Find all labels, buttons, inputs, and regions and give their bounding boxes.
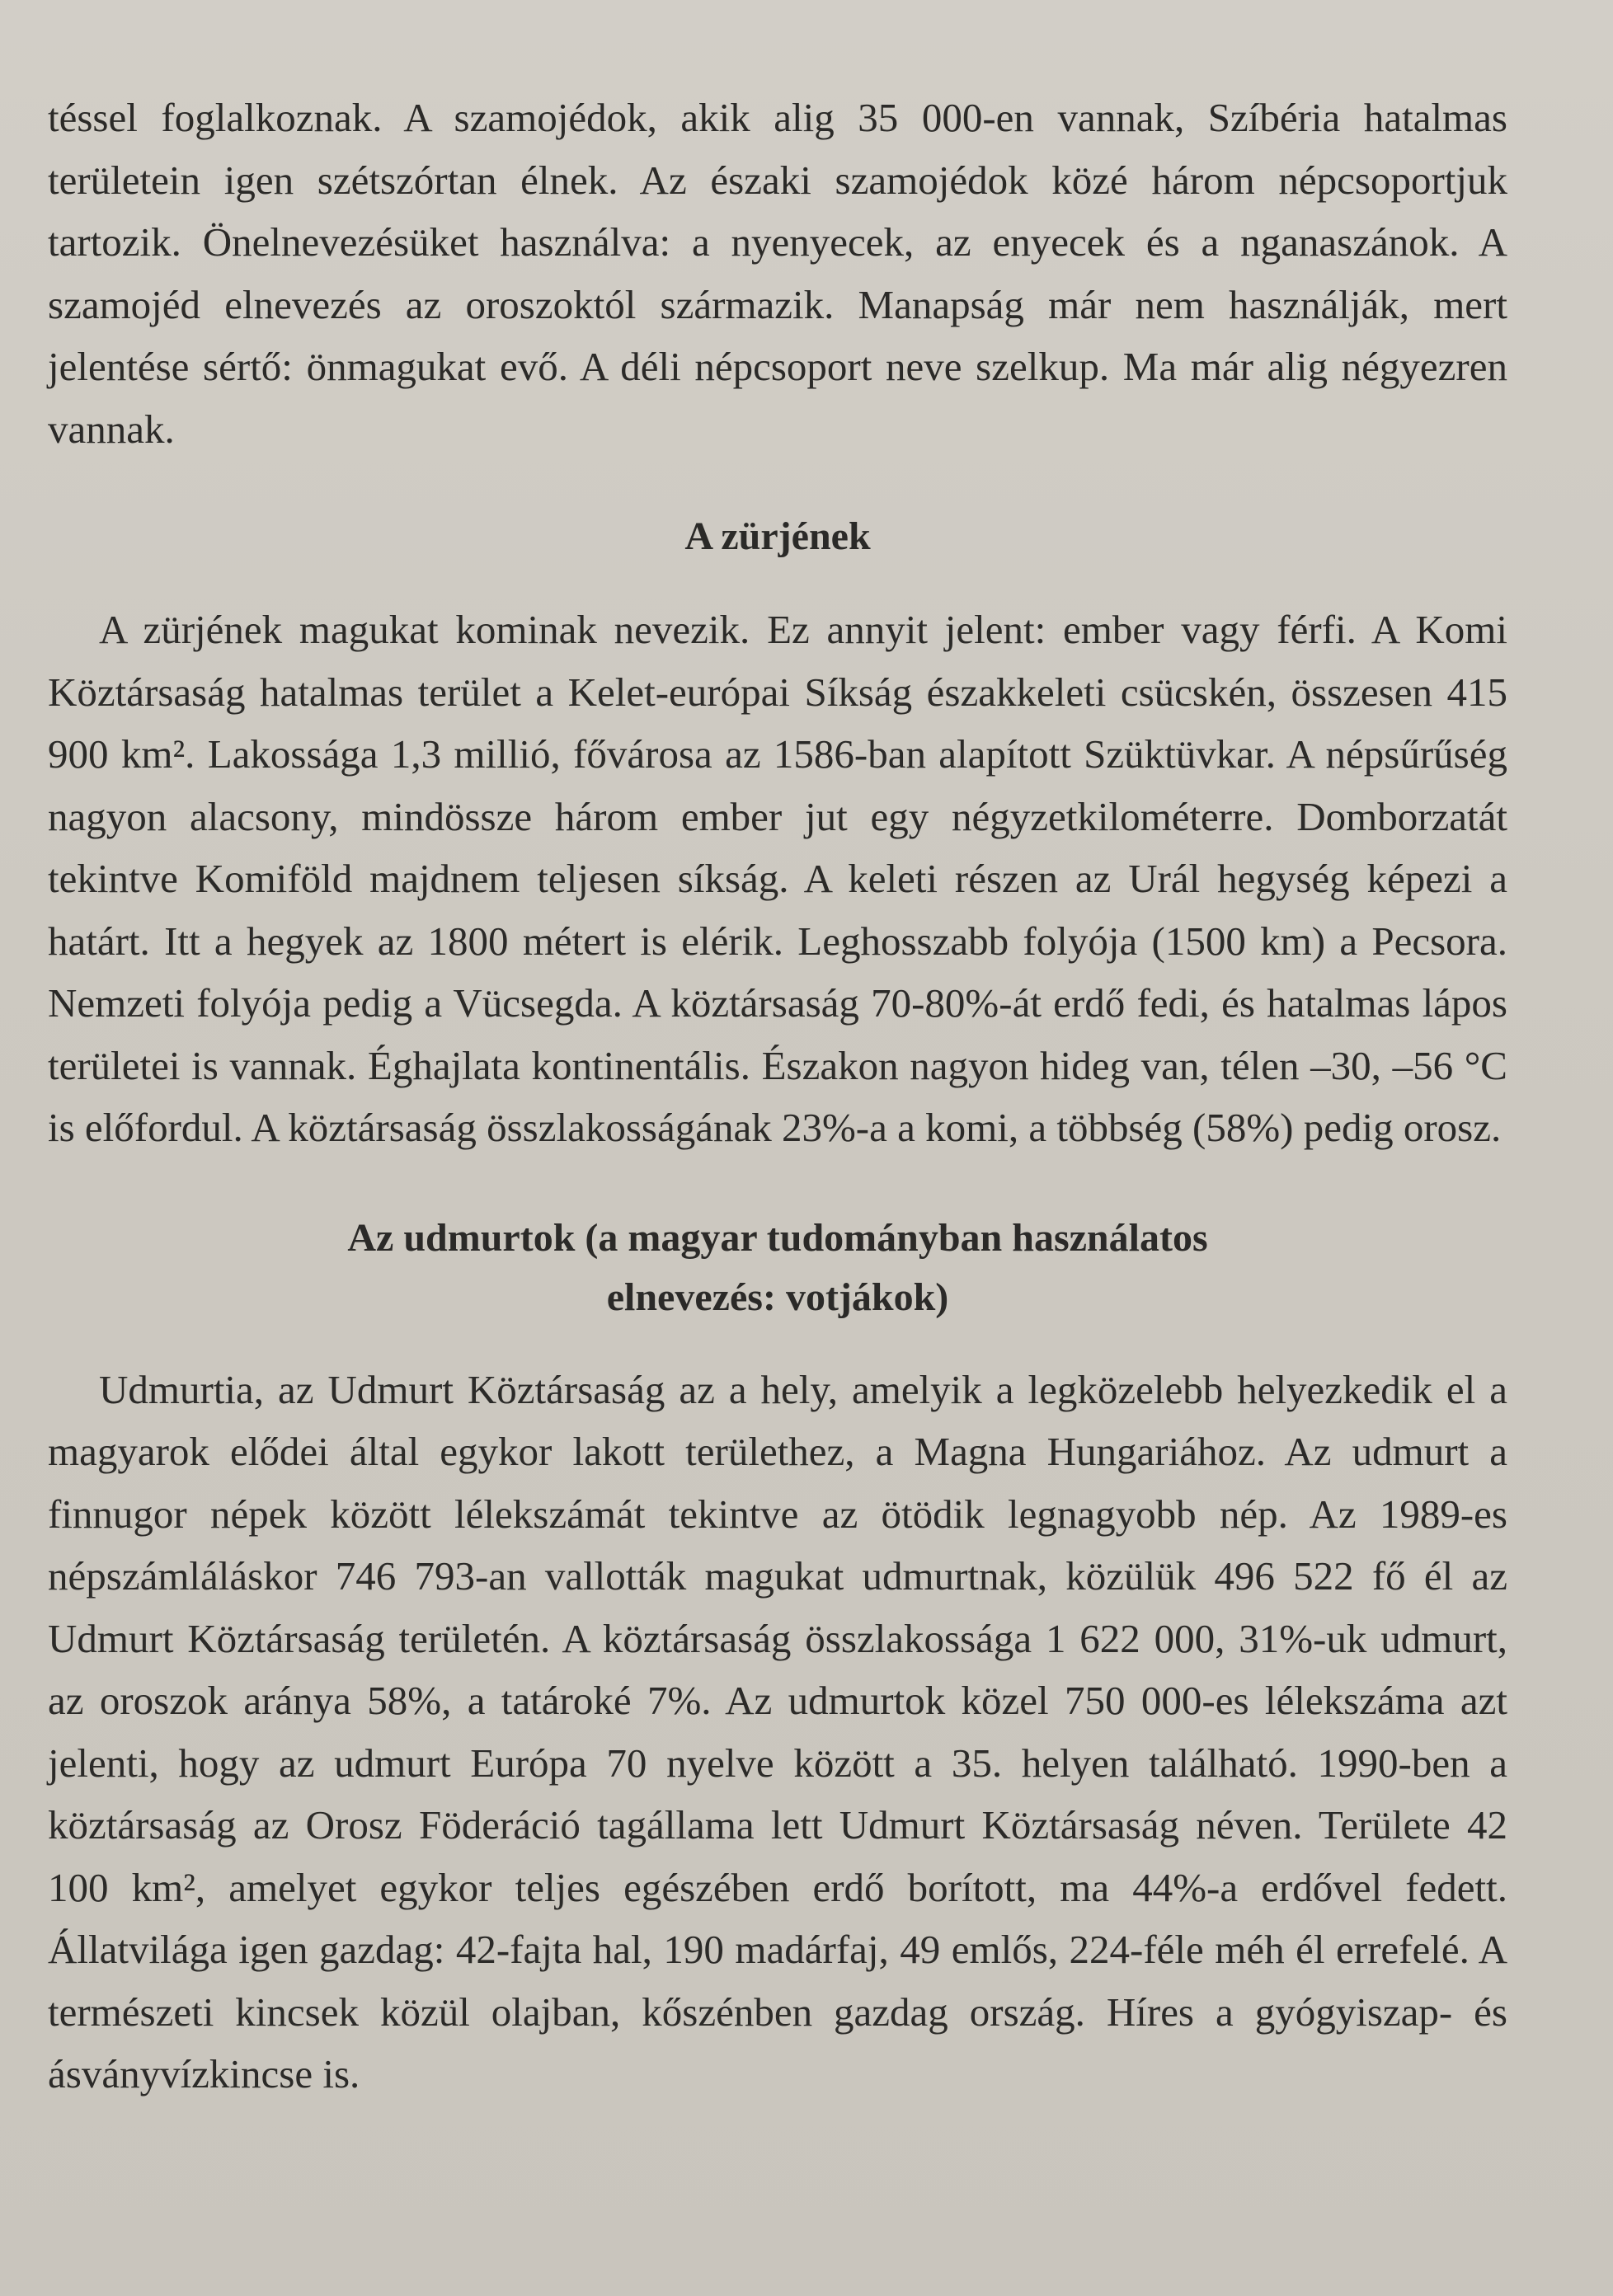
zurjenek-paragraph: A zürjének magukat kominak nevezik. Ez annyit jelent: ember vagy férfi. A Komi Köztársaság hatalmas terület a Kelet-európai Síkság északkeleti csücskén, összesen 415 900 km². Lakossága 1,3 millió, fővárosa az 1586-ban alapított Szüktüvkar. A népsűrűség nagyon alacsony, mindössze három ember jut egy négyzetkilométerre. Domborzatát tekintve Komiföld majdnem teljesen síkság. A keleti részen az Urál hegység képezi a határt. Itt a hegyek az 1800 métert is elérik. Leghosszabb folyója (1500 km) a Pecsora. Nemzeti folyója pedig a Vücsegda. A köztársaság 70-80%-át erdő fedi, és hatalmas lápos területei is vannak. Éghajlata kontinentális. Északon nagyon hideg van, télen –30, –56 °C is előfordul. A köztársaság összlakosságának 23%-a a komi, a többség (58%) pedig orosz. (48, 607, 1507, 1150)
section-heading-udmurtok (48, 1209, 1507, 1327)
intro-paragraph: téssel foglalkoznak. A szamojédok, akik alig 35 000-en vannak, Szíbéria hatalmas területein igen szétszórtan élnek. Az északi szamojédok közé három népcsoportjuk tartozik. Önelnevezésüket használva: a nyenyecek, az enyecek és a nganaszánok. A szamojéd elnevezés az oroszoktól származik. Manapság már nem használják, mert jelentése sértő: önmagukat evő. A déli népcsoport neve szelkup. Ma már alig négyezren vannak. (48, 95, 1507, 452)
section-heading-zurjenek: A zürjének (684, 514, 871, 558)
udmurtok-paragraph: Udmurtia, az Udmurt Köztársaság az a hely, amelyik a legközelebb helyezkedik el a magyarok elődei által egykor lakott területhez, a Magna Hungariához. Az udmurt a finnugor népek között lélekszámát tekintve az ötödik legnagyobb nép. Az 1989-es népszámláláskor 746 793-an vallották magukat udmurtnak, közülük 496 522 fő él az Udmurt Köztársaság területén. A köztársaság összlakossága 1 622 000, 31%-uk udmurt, az oroszok aránya 58%, a tatároké 7%. Az udmurtok közel 750 000-es lélekszáma azt jelenti, hogy az udmurt Európa 70 nyelve között a 35. helyen található. 1990-ben a köztársaság az Orosz Föderáció tagállama lett Udmurt Köztársaság néven. Területe 42 100 km², amelyet egykor teljes egészében erdő borított, ma 44%-a erdővel fedett. Állatvilága igen gazdag: 42-fajta hal, 190 madárfaj, 49 emlős, 224-féle méh él errefelé. A természeti kincsek közül olajban, kőszénben gazdag ország. Híres a gyógyiszap- és ásványvízkincse is. (48, 1366, 1507, 2096)
section-heading-udmurtok-line2: elnevezés: votjákok) (606, 1275, 949, 1319)
section-heading-udmurtok-line1: Az udmurtok (a magyar tudományban használatos (347, 1215, 1208, 1260)
book-page (48, 87, 1507, 2106)
